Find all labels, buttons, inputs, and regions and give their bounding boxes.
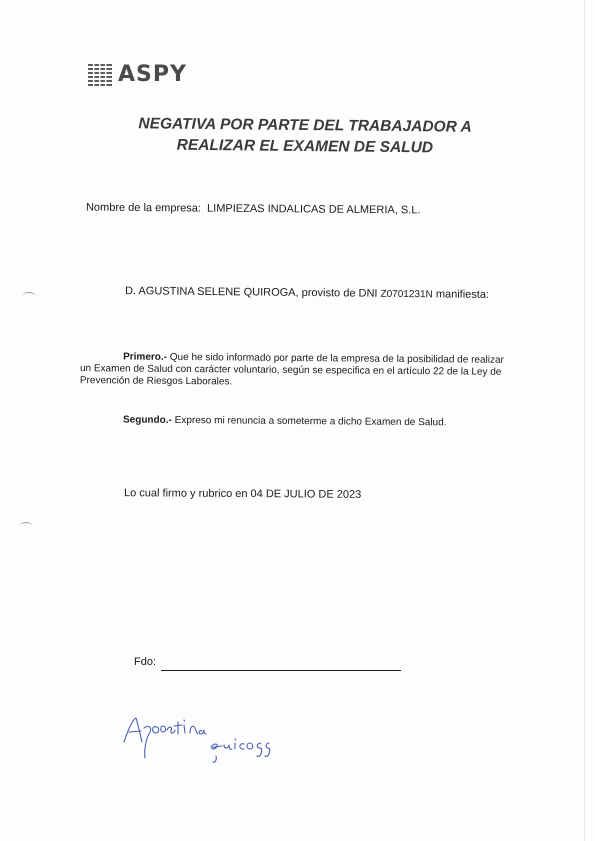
document-title [110,113,500,159]
punch-hole-mark [19,522,33,531]
scan-edge [584,0,585,841]
clause-label: Primero.- [123,351,168,363]
clause-text: Prevención de Riesgos Laborales. [79,375,233,388]
title-line-2: REALIZAR EL EXAMEN DE SALUD [176,136,434,157]
declarant-name: D. AGUSTINA SELENE QUIROGA, [124,285,299,299]
signing-date: 04 DE JULIO DE 2023 [250,488,362,501]
handwritten-signature [118,712,288,767]
dni-number: Z0701231N [380,288,433,301]
clause-primero [80,351,510,391]
title-line-1: NEGATIVA POR PARTE DEL TRABAJADOR A [138,115,472,136]
company-line [86,202,421,217]
dni-label: provisto de DNI [301,286,378,300]
signing-statement [124,487,361,501]
signature-line [161,670,401,671]
company-logo [88,62,187,87]
clause-segundo [80,414,510,430]
clause-text: un Examen de Salud con carácter voluntario, según se especifica en el artículo 22 de la Ley de [79,363,502,378]
company-label: Nombre de la empresa: [85,201,202,215]
aspy-logo-icon [88,63,114,87]
signing-text: Lo cual firmo y rubrico en [123,487,248,501]
clause-text: Expreso mi renuncia a someterme a dicho Examen de Salud. [174,414,447,429]
logo-text: ASPY [118,62,187,87]
company-name: LIMPIEZAS INDALICAS DE ALMERIA, S.L. [207,202,421,217]
clause-text: Que he sido informado por parte de la empresa de la posibilidad de realizar [169,351,504,366]
clause-label: Segundo.- [122,414,172,426]
signature-label: Fdo: [134,656,157,668]
punch-hole-mark [22,292,36,301]
declarant-line [125,285,489,301]
declarant-suffix: manifiesta: [435,288,490,301]
